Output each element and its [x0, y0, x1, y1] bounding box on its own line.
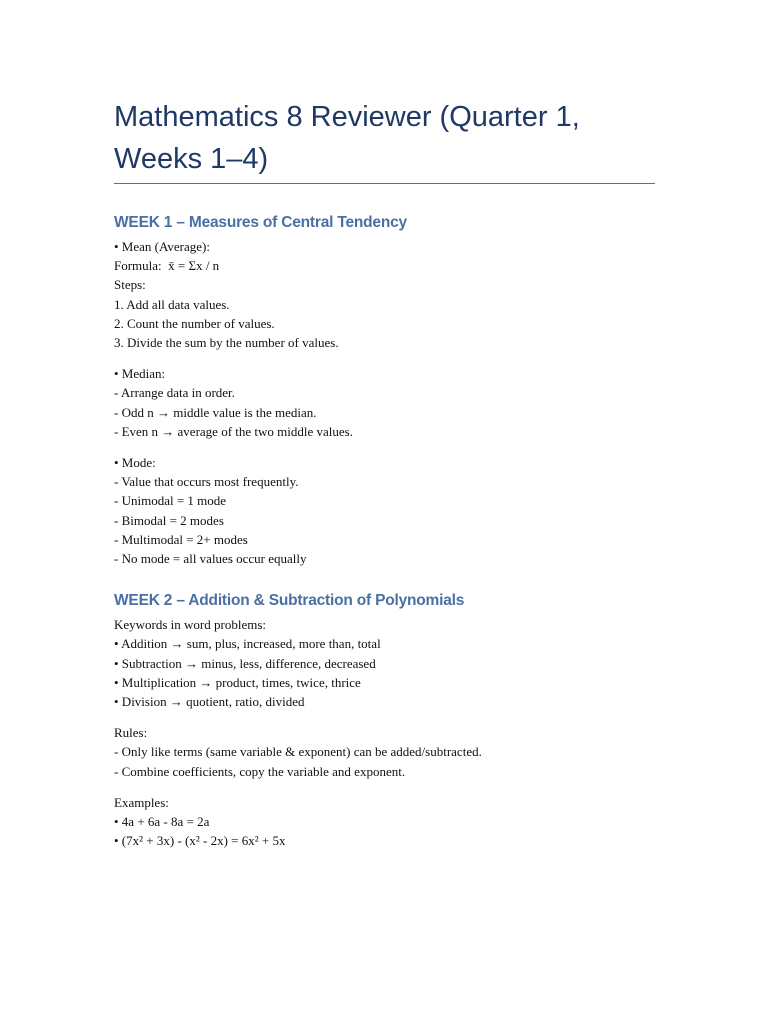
week1-heading: WEEK 1 – Measures of Central Tendency	[114, 214, 407, 231]
mode-block	[114, 453, 655, 568]
mean-step-2: 2. Count the number of values.	[114, 315, 275, 331]
mean-step-1: 1. Add all data values.	[114, 296, 230, 312]
mode-line-1: - Value that occurs most frequently.	[114, 474, 299, 490]
keyword-multiplication: • Multiplication → product, times, twice, thrice	[114, 674, 361, 690]
keywords-block	[114, 615, 655, 711]
examples-label: Examples:	[114, 794, 169, 810]
mode-line-2: - Unimodal = 1 mode	[114, 493, 227, 509]
median-label: • Median:	[114, 366, 166, 382]
keyword-addition: • Addition → sum, plus, increased, more than, total	[114, 636, 381, 652]
median-line-2: - Odd n → middle value is the median.	[114, 404, 317, 420]
mean-steps-label: Steps:	[114, 277, 146, 293]
keyword-subtraction: • Subtraction → minus, less, difference, decreased	[114, 655, 376, 671]
mode-label: • Mode:	[114, 455, 156, 471]
rule-2: - Combine coefficients, copy the variable and exponent.	[114, 763, 406, 779]
week1-section	[114, 212, 655, 568]
mean-formula: Formula: x̄ = Σx / n	[114, 258, 220, 274]
mode-line-5: - No mode = all values occur equally	[114, 551, 307, 567]
rules-label: Rules:	[114, 725, 148, 741]
mean-block	[114, 237, 655, 352]
keywords-label: Keywords in word problems:	[114, 617, 267, 633]
examples-block	[114, 793, 655, 851]
week2-section	[114, 590, 655, 850]
document-page	[114, 96, 655, 850]
example-2: • (7x² + 3x) - (x² - 2x) = 6x² + 5x	[114, 833, 286, 849]
median-line-1: - Arrange data in order.	[114, 385, 235, 401]
mode-line-3: - Bimodal = 2 modes	[114, 512, 224, 528]
keyword-division: • Division → quotient, ratio, divided	[114, 694, 305, 710]
mean-step-3: 3. Divide the sum by the number of values.	[114, 335, 339, 351]
median-line-3: - Even n → average of the two middle values.	[114, 423, 353, 439]
week2-heading: WEEK 2 – Addition & Subtraction of Polynomials	[114, 592, 465, 610]
mode-line-4: - Multimodal = 2+ modes	[114, 531, 248, 547]
mean-label: • Mean (Average):	[114, 239, 210, 254]
median-block	[114, 364, 655, 441]
example-1: • 4a + 6a - 8a = 2a	[114, 814, 210, 830]
rule-1: - Only like terms (same variable & exponent) can be added/subtracted.	[114, 744, 482, 760]
rules-block	[114, 723, 655, 781]
document-title: Mathematics 8 Reviewer (Quarter 1, Weeks 1–4)	[114, 101, 580, 175]
